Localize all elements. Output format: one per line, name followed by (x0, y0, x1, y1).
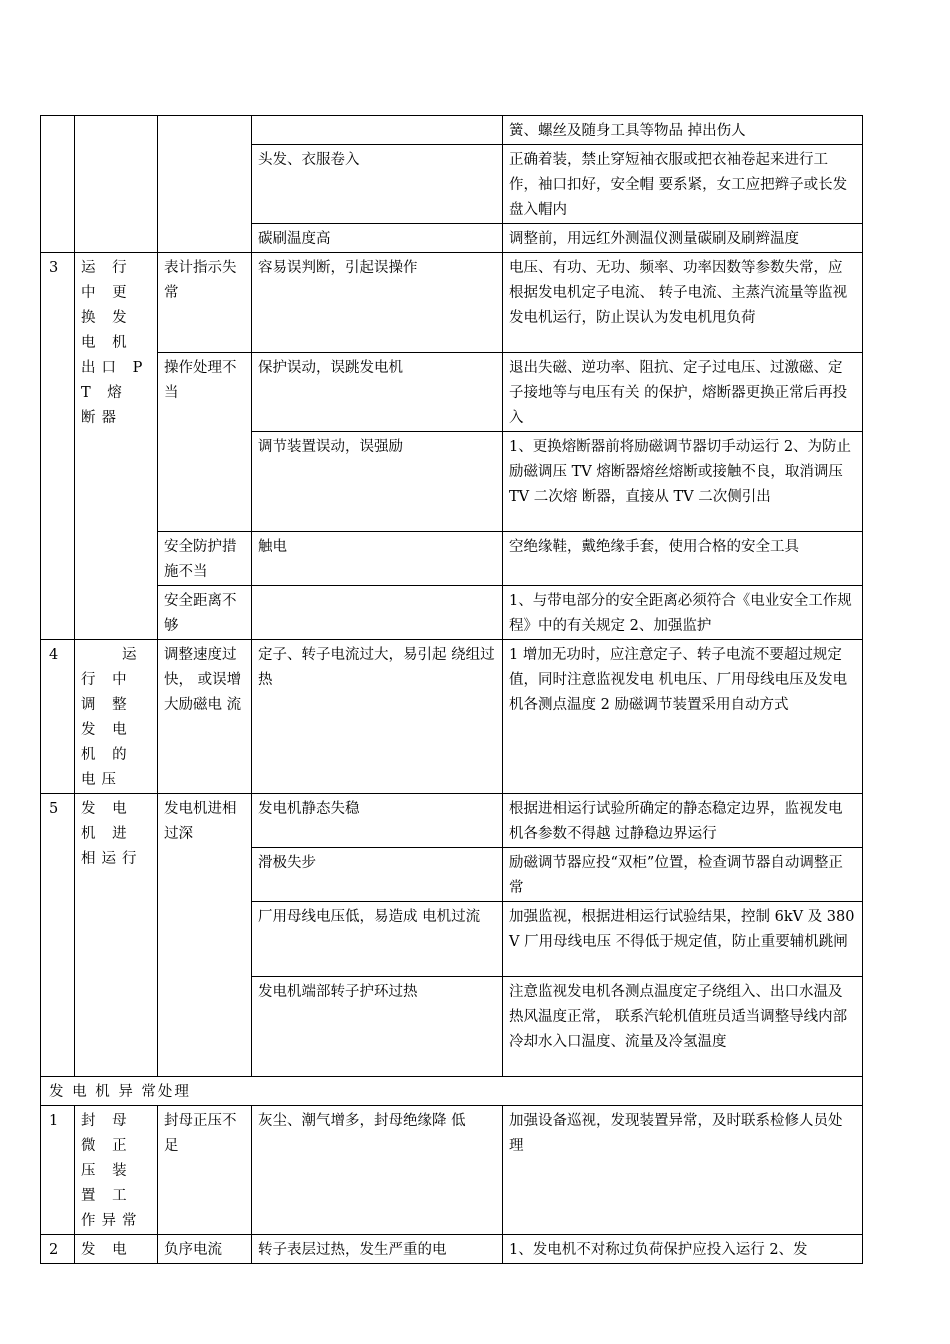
risk-factor-cell: 负序电流 (158, 1235, 252, 1264)
table-row (41, 353, 863, 432)
hazard-cell: 调节装置误动，误强励 (252, 432, 503, 532)
task-cell: 发 电 机 进 相运行 (75, 794, 158, 1077)
measure-cell: 励磁调节器应投“双柜”位置，检查调节器自动调整正常 (503, 848, 863, 902)
measure-cell: 电压、有功、无功、频率、功率因数等参数失常，应根据发电机定子电流、 转子电流、主蒸汽流量等监视发电机运行，防止误认为发电机甩负荷 (503, 253, 863, 353)
task-cell: 封 母 微 正 压 装 置 工 作异常 (75, 1106, 158, 1235)
measure-cell: 1、更换熔断器前将励磁调节器切手动运行 2、为防止励磁调压 TV 熔断器熔丝熔断或接触不良，取消调压 TV 二次熔 断器，直接从 TV 二次侧引出 (503, 432, 863, 532)
table-row (41, 586, 863, 640)
measure-cell: 加强监视，根据进相运行试验结果，控制 6kV 及 380V 厂用母线电压 不得低于规定值，防止重要辅机跳闸 (503, 902, 863, 977)
measure-cell: 簧、螺丝及随身工具等物品 掉出伤人 (503, 116, 863, 145)
risk-factor-cell: 操作处理不当 (158, 353, 252, 532)
row-number: 4 (41, 640, 75, 794)
hazard-cell: 厂用母线电压低，易造成 电机过流 (252, 902, 503, 977)
hazard-cell: 滑极失步 (252, 848, 503, 902)
row-number: 3 (41, 253, 75, 640)
measure-cell: 退出失磁、逆功率、阻抗、定子过电压、过激磁、定子接地等与电压有关 的保护，熔断器更换正常后再投入 (503, 353, 863, 432)
measure-cell: 1、与带电部分的安全距离必须符合《电业安全工作规程》中的有关规定 2、加强监护 (503, 586, 863, 640)
row-number: 5 (41, 794, 75, 1077)
row-number: 2 (41, 1235, 75, 1264)
measure-cell: 根据进相运行试验所确定的静态稳定边界，监视发电机各参数不得越 过静稳边界运行 (503, 794, 863, 848)
measure-cell: 1 增加无功时，应注意定子、转子电流不要超过规定值，同时注意监视发电 机电压、厂用母线电压及发电机各测点温度 2 励磁调节装置采用自动方式 (503, 640, 863, 794)
risk-factor-cell: 表计指示失常 (158, 253, 252, 353)
measure-cell: 注意监视发电机各测点温度定子绕组入、出口水温及热风温度正常， 联系汽轮机值班员适当调整导线内部冷却水入口温度、流量及冷氢温度 (503, 977, 863, 1077)
hazard-cell: 触电 (252, 532, 503, 586)
hazard-cell: 保护误动，误跳发电机 (252, 353, 503, 432)
risk-factor-cell: 发电机进相过深 (158, 794, 252, 1077)
hazard-cell: 头发、衣服卷入 (252, 145, 503, 224)
risk-factor-cell: 安全距离不够 (158, 586, 252, 640)
risk-factor-cell (158, 116, 252, 253)
task-cell: 发 电 (75, 1235, 158, 1264)
risk-factor-cell: 封母正压不足 (158, 1106, 252, 1235)
section-row (41, 1077, 863, 1106)
hazard-cell: 定子、转子电流过大，易引起 绕组过热 (252, 640, 503, 794)
hazard-cell (252, 586, 503, 640)
table-row (41, 116, 863, 145)
section-title: 发 电 机 异 常处理 (41, 1077, 863, 1106)
hazard-cell: 灰尘、潮气增多，封母绝缘降 低 (252, 1106, 503, 1235)
table-row (41, 794, 863, 848)
table-row (41, 1106, 863, 1235)
risk-factor-cell: 调整速度过快， 或误增大励磁电 流 (158, 640, 252, 794)
row-number: 1 (41, 1106, 75, 1235)
hazard-cell: 碳刷温度高 (252, 224, 503, 253)
measure-cell: 调整前，用远红外测温仪测量碳刷及刷辫温度 (503, 224, 863, 253)
measure-cell: 空绝缘鞋，戴绝缘手套，使用合格的安全工具 (503, 532, 863, 586)
row-number (41, 116, 75, 253)
hazard-cell: 容易误判断，引起误操作 (252, 253, 503, 353)
measure-cell: 1、发电机不对称过负荷保护应投入运行 2、发 (503, 1235, 863, 1264)
hazard-cell (252, 116, 503, 145)
measure-cell: 正确着装，禁止穿短袖衣服或把衣袖卷起来进行工作，袖口扣好，安全帽 要系紧，女工应把辫子或长发盘入帽内 (503, 145, 863, 224)
task-cell (75, 116, 158, 253)
table-row (41, 532, 863, 586)
table-row (41, 253, 863, 353)
hazard-cell: 发电机静态失稳 (252, 794, 503, 848)
table-row (41, 640, 863, 794)
task-cell: 运 行 中 调 整 发 电 机 的电压 (75, 640, 158, 794)
table-row (41, 1235, 863, 1264)
risk-analysis-table (40, 115, 863, 1264)
task-cell: 运 行 中 更 换 发 电 机出口 PT 熔 断器 (75, 253, 158, 640)
hazard-cell: 发电机端部转子护环过热 (252, 977, 503, 1077)
hazard-cell: 转子表层过热，发生严重的电 (252, 1235, 503, 1264)
risk-factor-cell: 安全防护措施不当 (158, 532, 252, 586)
measure-cell: 加强设备巡视，发现装置异常，及时联系检修人员处理 (503, 1106, 863, 1235)
